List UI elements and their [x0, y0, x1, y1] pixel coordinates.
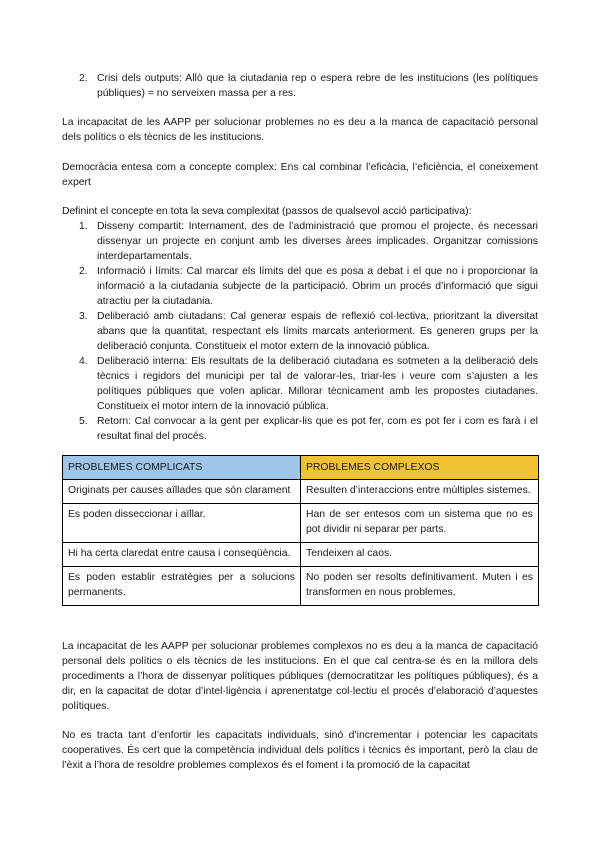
table-cell: Hi ha certa claredat entre causa i conseqüència.: [63, 543, 301, 567]
paragraph-definint: Definint el concepte en tota la seva complexitat (passos de qualsevol acció participativa):: [62, 206, 472, 217]
table-cell: Es poden disseccionar i aïllar.: [63, 504, 301, 543]
table-cell: Resulten d’interaccions entre múltiples sistemes.: [301, 480, 539, 504]
table-row: [63, 480, 539, 504]
paragraph-democracia: Democràcia entesa com a concepte complex: Ens cal combinar l’eficàcia, l’eficiència, el coneixement expert: [62, 162, 538, 188]
list-item: [62, 219, 538, 264]
paragraph-incapacitat-2: La incapacitat de les AAPP per solucionar problemes complexos no es deu a la manca de capacitació personal dels polítics o els tècnics de les institucions. En el que cal centra-se és en la millora dels procediments a l’hora de dissenyar polítiques públiques (democratitzar les polítiques públiques), és a dir, en la capacitat de dotar d’intel·ligència i aprenentatge col·lectiu el procés d’elaboració d’aquestes polítiques.: [62, 641, 538, 712]
paragraph-enfortir: No es tracta tant d’enfortir les capacitats individuals, sinó d’incrementar i potenciar les capacitats cooperatives. És cert que la competència individual dels polítics i tècnics és important, però la clau de l’èxit a l’hora de resoldre problemes complexos és el foment i la promoció de la capacitat: [62, 730, 538, 771]
list-number: 3.: [79, 311, 88, 322]
list-item: [62, 354, 538, 414]
table-cell: Tendeixen al caos.: [301, 543, 539, 567]
table-header-row: [63, 456, 539, 480]
table-cell: Es poden establir estratègies per a solucions permanents.: [63, 567, 301, 606]
list-number: 2.: [79, 73, 88, 84]
paragraph-incapacitat-1: La incapacitat de les AAPP per solucionar problemes no es deu a la manca de capacitació personal dels polítics o els tècnics de les institucions.: [62, 117, 538, 143]
table-cell: Originats per causes aïllades que són clarament: [63, 480, 301, 504]
header-complexos: PROBLEMES COMPLEXOS: [301, 456, 539, 480]
list-text: Retorn: Cal convocar a la gent per explicar-lis que es pot fer, com es pot fer i com es farà i el resultat final del procés.: [97, 416, 538, 442]
list-item: [62, 71, 538, 101]
list-item: [62, 309, 538, 354]
list-item: [62, 414, 538, 444]
list-text: Disseny compartit: Internament, des de l’administració que promou el projecte, és necessari dissenyar un projecte en conjunt amb les diverses àrees implicades. Organitzar comissions interdepartamentals.: [97, 221, 538, 262]
problems-comparison-table: [62, 455, 539, 606]
list-text: Informació i límits: Cal marcar els límits del que es posa a debat i el que no i proporcionar la informació a la ciutadania subjecte de la participació. Obrim un procés d’informació que sigui atractiu per la ciutadania.: [97, 266, 538, 307]
table-cell: No poden ser resolts definitivament. Muten i es transformen en nous problemes.: [301, 567, 539, 606]
list-item: [62, 264, 538, 309]
participative-steps-list: [62, 219, 538, 444]
list-text: Crisi dels outputs: Allò que la ciutadania rep o espera rebre de les institucions (les polítiques públiques) = no serveixen massa per a res.: [97, 73, 538, 99]
table-row: [63, 504, 539, 543]
table-row: [63, 567, 539, 606]
list-text: Deliberació amb ciutadans: Cal generar espais de reflexió col·lectiva, prioritzant la diversitat abans que la quantitat, respectant els límits marcats anteriorment. Es generen grups per la deliberació conjunta. Constitueix el motor extern de la innovació pública.: [97, 311, 538, 352]
list-number: 5.: [79, 416, 88, 427]
table-cell: Han de ser entesos com un sistema que no es pot dividir ni separar per parts.: [301, 504, 539, 543]
list-number: 2.: [79, 266, 88, 277]
outputs-list: [62, 71, 538, 101]
list-number: 4.: [79, 356, 88, 367]
list-text: Deliberació interna: Els resultats de la deliberació ciutadana es sotmeten a la deliberació dels tècnics i regidors del municipi per tal de valorar-les, triar-les i veure com s’ajusten a les polítiques públiques que volen aplicar. Millorar tècnicament amb les propostes ciutadanes. Constitueix el motor intern de la innovació pública.: [97, 356, 538, 412]
list-number: 1.: [79, 221, 88, 232]
header-complicats: PROBLEMES COMPLICATS: [63, 456, 301, 480]
table-row: [63, 543, 539, 567]
